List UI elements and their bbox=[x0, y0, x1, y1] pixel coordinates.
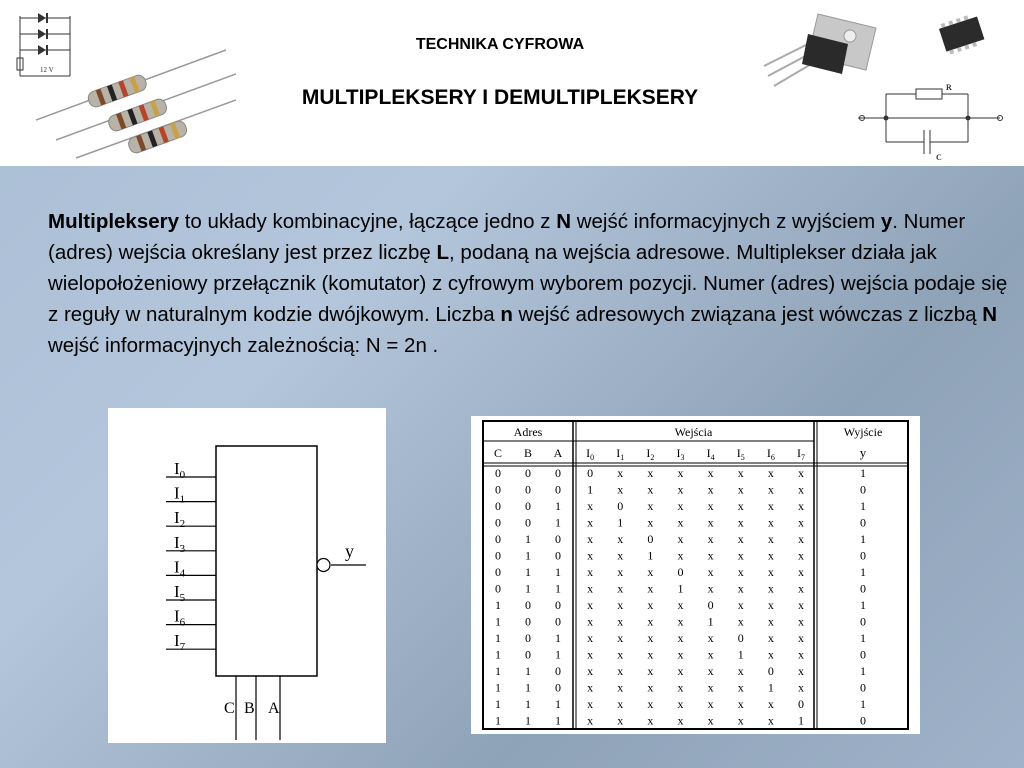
table-cell: 0 bbox=[555, 598, 561, 612]
table-cell: x bbox=[647, 466, 654, 480]
table-cell: 0 bbox=[555, 664, 561, 678]
table-cell: x bbox=[767, 482, 774, 497]
table-cell: 0 bbox=[860, 548, 866, 563]
symbol-y: y bbox=[880, 210, 893, 233]
table-cell: 1 bbox=[797, 713, 804, 728]
table-cell: 0 bbox=[707, 598, 714, 612]
table-row bbox=[495, 631, 866, 645]
table-row bbox=[495, 615, 866, 629]
table-cell: x bbox=[797, 548, 804, 563]
table-cell: x bbox=[707, 548, 714, 563]
table-cell: 1 bbox=[525, 680, 531, 695]
table-cell: x bbox=[737, 598, 744, 612]
input-label-7: $I_7$ bbox=[174, 631, 186, 654]
table-cell: 1 bbox=[767, 680, 774, 695]
table-cell: 0 bbox=[587, 466, 594, 480]
input-label-0: $I_0$ bbox=[174, 459, 186, 481]
table-cell: x bbox=[677, 532, 684, 546]
table-cell: x bbox=[587, 614, 594, 629]
table-cell: 1 bbox=[525, 713, 531, 728]
table-cell: 1 bbox=[495, 598, 501, 612]
table-cell: x bbox=[587, 548, 594, 563]
table-cell: 0 bbox=[525, 647, 531, 662]
table-cell: x bbox=[707, 466, 714, 480]
table-cell: x bbox=[647, 647, 654, 662]
table-cell: 1 bbox=[860, 565, 866, 579]
table-cell: x bbox=[797, 499, 804, 513]
text-segment: wejść adresowych związana jest wówczas z liczbą bbox=[512, 303, 983, 326]
table-cell: 1 bbox=[647, 548, 654, 563]
table-cell: 0 bbox=[677, 565, 684, 579]
table-cell: x bbox=[587, 713, 594, 728]
table-cell: 0 bbox=[767, 664, 774, 678]
output-label: y bbox=[345, 541, 354, 561]
table-row bbox=[495, 648, 866, 662]
table-cell: 1 bbox=[555, 631, 561, 645]
mux-body bbox=[216, 446, 317, 676]
table-cell: x bbox=[767, 631, 774, 645]
table-cell: 0 bbox=[555, 548, 561, 563]
subheader-C: C bbox=[493, 446, 503, 460]
table-cell: x bbox=[677, 614, 684, 629]
table-cell: 0 bbox=[555, 466, 561, 480]
table-cell: 1 bbox=[525, 697, 531, 711]
table-cell: x bbox=[797, 482, 804, 497]
address-label-B: B bbox=[244, 700, 255, 717]
table-cell: x bbox=[797, 598, 804, 612]
table-cell: x bbox=[587, 647, 594, 662]
output-negation-circle bbox=[317, 559, 330, 572]
table-cell: x bbox=[677, 548, 684, 563]
table-cell: 0 bbox=[647, 532, 654, 546]
table-cell: x bbox=[797, 565, 804, 579]
table-cell: 1 bbox=[555, 713, 561, 728]
voltage-label: 12 V bbox=[40, 66, 54, 74]
table-cell: 0 bbox=[860, 647, 866, 662]
table-row bbox=[495, 549, 866, 563]
resistor-label: R bbox=[946, 83, 952, 92]
table-cell: x bbox=[737, 466, 744, 480]
table-cell: x bbox=[677, 680, 684, 695]
subheader-I5: $I_5$ bbox=[736, 446, 745, 462]
table-cell: x bbox=[587, 499, 594, 513]
definition-paragraph bbox=[48, 206, 1008, 361]
subheader-B: B bbox=[523, 446, 533, 460]
table-cell: x bbox=[677, 482, 684, 497]
capacitor-label: C bbox=[936, 153, 942, 162]
table-cell: x bbox=[767, 697, 774, 711]
table-cell: x bbox=[797, 631, 804, 645]
table-cell: 0 bbox=[860, 482, 866, 497]
table-cell: x bbox=[677, 466, 684, 480]
table-cell: 0 bbox=[525, 499, 531, 513]
table-cell: 0 bbox=[555, 680, 561, 695]
table-cell: x bbox=[587, 631, 594, 645]
text-segment: wejść informacyjnych z wyjściem bbox=[571, 210, 881, 233]
table-cell: x bbox=[677, 499, 684, 513]
table-cell: 1 bbox=[495, 713, 501, 728]
table-cell: 0 bbox=[860, 515, 866, 530]
table-cell: x bbox=[617, 664, 624, 678]
table-cell: x bbox=[617, 532, 624, 546]
table-cell: x bbox=[647, 697, 654, 711]
table-cell: x bbox=[767, 647, 774, 662]
table-cell: x bbox=[797, 581, 804, 596]
table-cell: x bbox=[737, 482, 744, 497]
table-cell: 0 bbox=[555, 614, 561, 629]
table-cell: x bbox=[647, 614, 654, 629]
table-cell: 1 bbox=[495, 680, 501, 695]
table-cell: x bbox=[617, 598, 624, 612]
table-cell: x bbox=[767, 548, 774, 563]
table-cell: x bbox=[767, 581, 774, 596]
table-cell: x bbox=[617, 680, 624, 695]
subheader-I2: $I_2$ bbox=[646, 446, 655, 462]
table-cell: 1 bbox=[525, 532, 531, 546]
table-cell: x bbox=[767, 614, 774, 629]
table-cell: x bbox=[617, 631, 624, 645]
course-title: TECHNIKA CYFROWA bbox=[415, 36, 585, 53]
symbol-N-2: N bbox=[982, 303, 998, 326]
table-cell: 1 bbox=[860, 697, 866, 711]
table-cell: 1 bbox=[495, 664, 501, 678]
table-cell: 0 bbox=[495, 482, 501, 497]
table-cell: x bbox=[737, 664, 744, 678]
table-cell: x bbox=[797, 466, 804, 480]
header-wyjscie: Wyjście bbox=[843, 425, 883, 439]
table-cell: x bbox=[737, 614, 744, 629]
table-cell: x bbox=[707, 482, 714, 497]
table-cell: 0 bbox=[495, 565, 501, 579]
table-cell: x bbox=[797, 614, 804, 629]
truth-table-panel bbox=[471, 416, 920, 734]
input-label-1: $I_1$ bbox=[174, 483, 186, 506]
table-cell: 0 bbox=[495, 532, 501, 546]
table-cell: x bbox=[737, 532, 744, 546]
table-cell: 1 bbox=[495, 631, 501, 645]
table-cell: 1 bbox=[737, 647, 744, 662]
table-cell: x bbox=[647, 581, 654, 596]
truth-table bbox=[471, 416, 920, 734]
table-cell: 1 bbox=[860, 664, 866, 678]
table-row bbox=[495, 483, 866, 497]
table-cell: x bbox=[707, 515, 714, 530]
header-adres: Adres bbox=[513, 425, 543, 439]
table-cell: 1 bbox=[555, 515, 561, 530]
table-cell: x bbox=[587, 515, 594, 530]
table-cell: 1 bbox=[860, 631, 866, 645]
input-label-4: $I_4$ bbox=[174, 557, 186, 580]
table-row bbox=[495, 466, 866, 480]
symbol-L: L bbox=[436, 241, 450, 264]
table-cell: 0 bbox=[525, 466, 531, 480]
table-cell: x bbox=[587, 680, 594, 695]
table-row bbox=[495, 664, 866, 678]
table-cell: x bbox=[767, 499, 774, 513]
table-cell: x bbox=[617, 482, 624, 497]
table-row bbox=[495, 681, 866, 695]
table-cell: 0 bbox=[525, 482, 531, 497]
table-cell: x bbox=[587, 664, 594, 678]
subheader-I1: $I_1$ bbox=[616, 446, 625, 462]
table-cell: x bbox=[797, 680, 804, 695]
table-cell: x bbox=[737, 515, 744, 530]
table-cell: x bbox=[797, 515, 804, 530]
table-cell: x bbox=[617, 548, 624, 563]
subheader-I6: $I_6$ bbox=[766, 446, 775, 462]
table-row bbox=[495, 697, 866, 711]
table-cell: x bbox=[617, 565, 624, 579]
table-cell: 1 bbox=[525, 581, 531, 596]
table-cell: x bbox=[647, 499, 654, 513]
table-cell: 1 bbox=[495, 614, 501, 629]
symbol-n: n bbox=[500, 303, 513, 326]
table-cell: 0 bbox=[525, 598, 531, 612]
table-cell: 1 bbox=[555, 565, 561, 579]
header-wejscia: Wejścia bbox=[674, 425, 713, 439]
table-cell: 0 bbox=[860, 581, 866, 596]
table-cell: 0 bbox=[797, 697, 804, 711]
table-row bbox=[495, 499, 866, 513]
text-segment: . Numer (adres) wejścia określany jest przez liczbę bbox=[48, 210, 966, 264]
table-cell: x bbox=[797, 647, 804, 662]
multiplexer-symbol bbox=[108, 408, 386, 743]
subheader-I0: $I_0$ bbox=[586, 446, 595, 462]
table-cell: x bbox=[617, 581, 624, 596]
table-cell: x bbox=[647, 598, 654, 612]
table-cell: x bbox=[647, 565, 654, 579]
input-label-3: $I_3$ bbox=[174, 532, 186, 555]
input-label-6: $I_6$ bbox=[174, 606, 186, 629]
slide-header bbox=[0, 0, 1024, 166]
table-cell: x bbox=[767, 515, 774, 530]
table-row bbox=[495, 532, 866, 546]
table-cell: x bbox=[677, 697, 684, 711]
table-cell: x bbox=[587, 581, 594, 596]
slide-title: MULTIPLEKSERY I DEMULTIPLEKSERY bbox=[301, 86, 699, 109]
table-cell: x bbox=[587, 532, 594, 546]
table-row bbox=[495, 714, 866, 728]
table-row bbox=[495, 582, 866, 596]
table-cell: 1 bbox=[555, 581, 561, 596]
table-cell: x bbox=[767, 713, 774, 728]
table-cell: 1 bbox=[525, 565, 531, 579]
table-cell: x bbox=[707, 532, 714, 546]
table-cell: x bbox=[767, 466, 774, 480]
address-label-A: A bbox=[268, 700, 280, 717]
text-segment: wejść informacyjnych zależnością: N = 2n . bbox=[48, 334, 439, 357]
table-cell: x bbox=[677, 631, 684, 645]
table-cell: x bbox=[737, 565, 744, 579]
table-cell: 1 bbox=[495, 697, 501, 711]
table-cell: x bbox=[587, 565, 594, 579]
table-cell: 0 bbox=[495, 466, 501, 480]
table-cell: 1 bbox=[525, 548, 531, 563]
table-cell: 0 bbox=[525, 614, 531, 629]
input-label-2: $I_2$ bbox=[174, 508, 186, 531]
table-cell: 1 bbox=[555, 499, 561, 513]
address-label-C: C bbox=[224, 700, 235, 717]
input-label-5: $I_5$ bbox=[174, 582, 186, 604]
table-cell: 1 bbox=[860, 466, 866, 480]
table-cell: x bbox=[737, 713, 744, 728]
table-cell: x bbox=[647, 664, 654, 678]
table-cell: 0 bbox=[860, 680, 866, 695]
table-cell: x bbox=[737, 581, 744, 596]
subheader-I7: $I_7$ bbox=[796, 446, 805, 462]
table-cell: x bbox=[707, 565, 714, 579]
table-row bbox=[495, 565, 866, 579]
table-cell: x bbox=[707, 713, 714, 728]
table-cell: 1 bbox=[555, 697, 561, 711]
table-cell: x bbox=[767, 532, 774, 546]
subheader-I4: $I_4$ bbox=[706, 446, 715, 462]
table-cell: x bbox=[677, 713, 684, 728]
table-row bbox=[495, 516, 866, 530]
table-cell: x bbox=[587, 697, 594, 711]
text-segment: , podaną na wejścia adresowe. Multiplekser działa jak wielopołożeniowy przełącznik (komutator) z cyfrowym wyborem pozycji. Numer (adres) wejścia podaje się z reguły w naturalnym kodzie dwójkowym. Liczba bbox=[48, 241, 1008, 326]
table-cell: x bbox=[617, 697, 624, 711]
table-cell: 0 bbox=[495, 515, 501, 530]
table-cell: 0 bbox=[737, 631, 744, 645]
table-cell: x bbox=[617, 647, 624, 662]
table-cell: 1 bbox=[555, 647, 561, 662]
subheader-I3: $I_3$ bbox=[676, 446, 685, 462]
table-cell: x bbox=[707, 581, 714, 596]
table-cell: 1 bbox=[617, 515, 624, 530]
table-cell: x bbox=[737, 697, 744, 711]
table-cell: x bbox=[617, 614, 624, 629]
table-cell: x bbox=[617, 466, 624, 480]
table-cell: x bbox=[707, 631, 714, 645]
table-cell: x bbox=[647, 680, 654, 695]
table-cell: x bbox=[767, 565, 774, 579]
table-cell: 1 bbox=[587, 482, 594, 497]
table-cell: 0 bbox=[525, 631, 531, 645]
table-cell: 1 bbox=[495, 647, 501, 662]
table-cell: x bbox=[767, 598, 774, 612]
table-cell: x bbox=[707, 499, 714, 513]
table-cell: 0 bbox=[495, 499, 501, 513]
table-cell: x bbox=[677, 664, 684, 678]
table-cell: x bbox=[737, 680, 744, 695]
subheader-A: A bbox=[553, 446, 563, 460]
table-cell: x bbox=[797, 664, 804, 678]
symbol-N: N bbox=[556, 210, 572, 233]
table-cell: x bbox=[737, 548, 744, 563]
table-cell: x bbox=[587, 598, 594, 612]
table-cell: x bbox=[707, 647, 714, 662]
table-cell: 1 bbox=[860, 532, 866, 546]
table-cell: x bbox=[677, 515, 684, 530]
table-cell: 1 bbox=[525, 664, 531, 678]
table-cell: 0 bbox=[495, 581, 501, 596]
table-cell: x bbox=[677, 647, 684, 662]
table-row bbox=[495, 598, 866, 612]
table-cell: x bbox=[797, 532, 804, 546]
table-cell: x bbox=[647, 482, 654, 497]
table-cell: 0 bbox=[525, 515, 531, 530]
table-cell: 1 bbox=[677, 581, 684, 596]
table-cell: x bbox=[647, 713, 654, 728]
table-cell: 1 bbox=[860, 598, 866, 612]
table-cell: x bbox=[737, 499, 744, 513]
term-multipleksery: Multipleksery bbox=[48, 210, 180, 233]
table-cell: 1 bbox=[707, 614, 714, 629]
table-cell: x bbox=[707, 697, 714, 711]
table-cell: x bbox=[647, 515, 654, 530]
subheader-y: y bbox=[859, 445, 867, 460]
table-cell: 0 bbox=[617, 499, 624, 513]
table-cell: x bbox=[707, 664, 714, 678]
table-cell: 0 bbox=[860, 713, 866, 728]
table-cell: x bbox=[707, 680, 714, 695]
table-cell: 0 bbox=[860, 614, 866, 629]
table-cell: x bbox=[617, 713, 624, 728]
table-cell: 0 bbox=[555, 482, 561, 497]
multiplexer-diagram bbox=[108, 408, 386, 743]
table-cell: x bbox=[677, 598, 684, 612]
table-cell: 0 bbox=[495, 548, 501, 563]
text-segment: to układy kombinacyjne, łączące jedno z bbox=[179, 210, 557, 233]
table-cell: 1 bbox=[860, 499, 866, 513]
table-border bbox=[483, 421, 908, 729]
table-cell: x bbox=[647, 631, 654, 645]
table-cell: 0 bbox=[555, 532, 561, 546]
